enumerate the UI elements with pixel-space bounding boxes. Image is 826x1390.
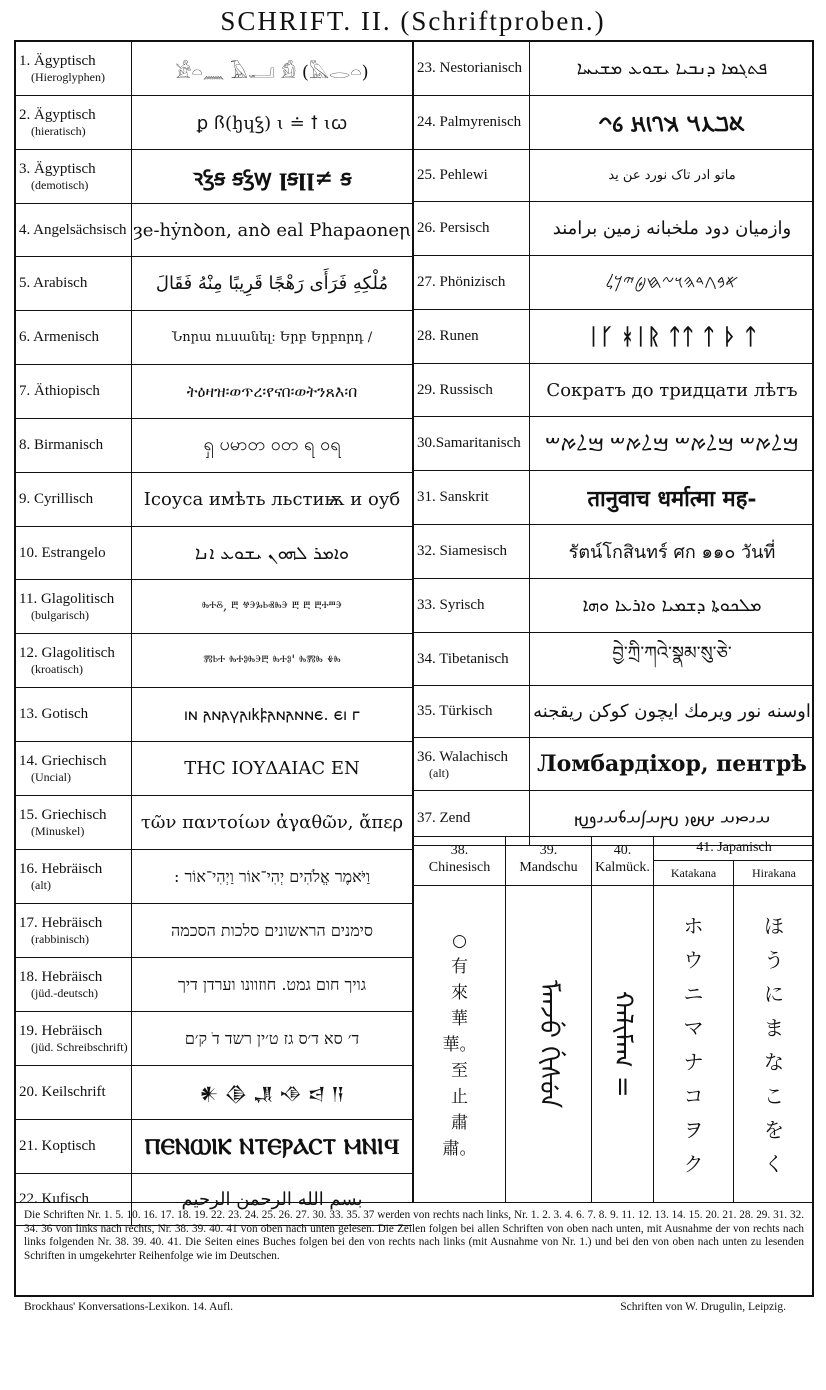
glyph: ク — [683, 1151, 704, 1176]
script-sample: 𐡠𐡡𐡢𐡣 𐡤𐡥𐡦𐡧 𐡨𐡩 — [599, 110, 745, 137]
script-sample: तानुवाच धर्मात्मा मह- — [587, 485, 757, 512]
script-sample: 𐌹𐌽 𐌰𐌽𐌰𐍅𐌰𐌹𐌺𐍆𐌰𐌽𐌰𐌽𐌽𐌴. 𐌴𐌹 𐌲 — [184, 704, 360, 724]
script-sample: 𐤀𐤁𐤂𐤃𐤄𐤅𐤆𐤇𐤈𐤉𐤊𐤋 — [605, 272, 739, 293]
script-label — [16, 1120, 132, 1173]
script-label — [16, 1012, 132, 1065]
script-sample: ד׳ סא ד׳ס גז ט׳ין רשד דׁ ק׳ם — [184, 1028, 360, 1048]
script-sample: ܦܬܓܡܐ ܕܢܒܝܐ ܝܫܘܥ ܡܫܝܚܐ — [576, 58, 768, 79]
script-label — [414, 310, 530, 363]
script-name: 13. Gotisch — [19, 706, 89, 722]
hirakana-sample — [734, 885, 814, 1203]
script-name: 35. Türkisch — [417, 703, 493, 719]
script-label — [414, 202, 530, 255]
script-row — [414, 150, 814, 202]
script-row — [16, 150, 412, 204]
script-row — [16, 742, 412, 796]
script-sample: 𒀭 𒆠 𒂗 𒈾 𒁀 𒀀 — [199, 1084, 345, 1105]
script-sample: ⰸⰰⰻ, ⰱ ⱍⰵⰳⱃⱏⰸⰵ ⰱ ⰱ ⰱⰰⱎⰵ — [201, 599, 342, 614]
script-row — [414, 633, 814, 686]
script-subname: (Uncial) — [31, 770, 71, 784]
script-row — [16, 1120, 412, 1174]
script-label — [16, 473, 132, 526]
script-label — [414, 686, 530, 737]
script-name: 3. Ägyptisch — [19, 161, 96, 177]
manchu-label: Mandschu — [519, 860, 578, 875]
hirakana-header: Hirakana — [752, 866, 796, 880]
glyph: 華 — [451, 1008, 468, 1029]
script-name: 9. Cyrillisch — [19, 491, 94, 507]
glyph: 至 — [451, 1060, 468, 1081]
script-name: 4. Angelsächsisch — [19, 221, 127, 238]
script-sample: ትዕዛዝ፡ወጥረ፡የናበ፡ወትንጸእ፡በ — [186, 381, 358, 401]
script-sample: τῶν παντοίων ἀγαθῶν, ἄπερ — [140, 812, 404, 833]
script-row — [414, 310, 814, 364]
glyph: マ — [683, 1015, 704, 1040]
script-name: 20. Keilschrift — [19, 1084, 106, 1100]
script-label — [16, 150, 132, 203]
chinese-number: 38. — [450, 843, 469, 858]
script-row — [16, 958, 412, 1012]
vertical-scripts-block — [414, 836, 814, 1202]
script-label — [16, 257, 132, 310]
script-subname: (kroatisch) — [31, 662, 83, 676]
katakana-sample — [654, 885, 734, 1203]
script-name: 27. Phönizisch — [417, 274, 506, 290]
script-name: 36. Walachisch — [417, 748, 508, 765]
script-subname: (hieratisch) — [31, 124, 86, 138]
script-row — [16, 311, 412, 365]
glyph: 華。 — [442, 1034, 477, 1055]
glyph: ナ — [683, 1049, 704, 1074]
script-sample: ܡܠܟܘܬܐ ܕܫܡܝܐ ܘܐܪܥܐ ܘܗܐ — [582, 595, 762, 616]
script-name: 14. Griechisch — [19, 753, 107, 769]
script-row — [414, 202, 814, 256]
script-name: 17. Hebräisch — [19, 915, 103, 931]
script-subname: (alt) — [31, 878, 51, 892]
script-row — [16, 1066, 412, 1120]
script-sample: مُلْكِهِ فَرَأَى رَهْجًا قَرِيبًا مِنْهُ فَقَالَ — [155, 273, 389, 294]
script-label — [16, 204, 132, 256]
script-sample: Նորա ուսանել: Երբ Երբորդ / — [171, 330, 373, 345]
script-name: 19. Hebräisch — [19, 1023, 103, 1039]
script-label — [16, 742, 132, 795]
script-row — [414, 42, 814, 96]
glyph: ○ — [452, 930, 467, 951]
script-name: 12. Glagolitisch — [19, 645, 115, 661]
script-name: 8. Birmanisch — [19, 437, 104, 453]
kalmuck-sample — [592, 885, 654, 1203]
script-name: 33. Syrisch — [417, 597, 485, 613]
script-label — [16, 580, 132, 633]
script-row — [414, 417, 814, 471]
script-subname: (Hieroglyphen) — [31, 70, 105, 84]
script-row — [414, 364, 814, 417]
script-label — [414, 633, 530, 685]
script-label — [16, 365, 132, 418]
script-sample: ရှ ပမာတ ဝတ ရ ဝရ — [203, 434, 341, 455]
chinese-sample — [414, 885, 506, 1203]
japanese-label: Japanisch — [717, 840, 772, 855]
chinese-header — [414, 837, 506, 885]
glyph: な — [764, 1049, 784, 1074]
script-name: 32. Siamesisch — [417, 543, 507, 559]
script-label — [16, 904, 132, 957]
script-row — [16, 365, 412, 419]
glyph: を — [764, 1117, 784, 1142]
script-sample: Сократъ до тридцати лѣтъ — [546, 379, 798, 401]
kalmuck-text: ᠬᠠᠯᠢᠮᠠᠭ = — [607, 991, 638, 1098]
script-name: 26. Persisch — [417, 220, 490, 236]
script-name: 23. Nestorianisch — [417, 60, 522, 76]
script-row — [414, 96, 814, 150]
script-sample: ȝe-hẏnꝺon, anꝺ eal Phapaoneꞃ — [133, 220, 411, 241]
footer-source: Brockhaus' Konversations-Lexikon. 14. Aufl. — [24, 1301, 234, 1313]
script-name: 37. Zend — [417, 809, 471, 826]
script-name: 25. Pehlewi — [417, 167, 488, 183]
manchu-sample — [506, 885, 592, 1203]
reading-direction-note: Die Schriften Nr. 1. 5. 10. 16. 17. 18. 19. 22. 23. 24. 25. 26. 27. 30. 33. 35. 37 werden von rechts nach links, Nr. 1. 2. 3. 4. 6. 7. 8. 9. 11. 12. 13. 14. 15. 20. 21. 28. 29. 31. 32. 34. 36 von links nach rechts, Nr. 38. 39. 40. 41 von oben nach unten gelesen. Die Zeilen folgen bei allen Schriften von oben nach unten, mit Ausnahme der von rechts nach links folgenden Nr. 38. 39. 40. 41. Die Seiten eines Buches folgen bei den von rechts nach links (mit Ausnahme von Nr. 1.) und bei den von oben nach unten zu lesenden Schriften in umgekehrter Reihenfolge wie im Deutschen. — [16, 1202, 812, 1297]
script-label — [414, 364, 530, 416]
glyph: 有 — [451, 956, 468, 977]
script-sample: اوسنه نور ويرمك ايچون كوكن ريقجنه — [533, 701, 811, 722]
katakana-header: Katakana — [654, 861, 734, 885]
script-sample: ꝛꝣꞩ ꞩꝣꝡ ꞁꞩꞁꞁ≠ ꞩ — [192, 164, 352, 191]
script-name: 28. Runen — [417, 328, 479, 344]
script-label — [16, 688, 132, 741]
script-subname: (alt) — [429, 765, 449, 780]
script-label — [16, 958, 132, 1011]
glyph: う — [764, 947, 784, 972]
glyph: ヲ — [683, 1117, 704, 1142]
script-subname: (bulgarisch) — [31, 608, 89, 622]
script-sample: بسم الله الرحمن الرحيم — [181, 1189, 363, 1210]
script-row — [16, 42, 412, 96]
script-label — [414, 256, 530, 309]
manchu-number: 39. — [539, 843, 558, 858]
script-row — [414, 525, 814, 579]
script-row — [16, 580, 412, 634]
script-row — [414, 738, 814, 791]
script-label — [414, 96, 530, 149]
script-label — [16, 796, 132, 849]
script-name: 30.Samaritanisch — [417, 435, 521, 451]
script-label — [414, 150, 530, 201]
script-name: 21. Koptisch — [19, 1138, 96, 1154]
script-subname: (jüd.-deutsch) — [31, 986, 98, 1000]
glyph: 肅 — [451, 1112, 468, 1133]
script-subname: (demotisch) — [31, 178, 89, 192]
script-name: 1. Ägyptisch — [19, 53, 96, 69]
script-sample: גויך חום גמט. חוזוונו וערדן דיך — [178, 974, 366, 994]
script-label — [414, 579, 530, 632]
script-sample: وازمیان دود ملخبانه زمین برامند — [552, 218, 792, 239]
glyph: ホ — [683, 913, 704, 938]
script-row — [16, 473, 412, 527]
script-sample: וַיֹּאמֶר אֱלֹהִים יְהִי־אוֹר וַיְהִי־אוֹר : — [173, 866, 371, 886]
script-sample: ⲠⲈⲚⲰⲒⲔ ⲚⲦⲈⲢⲀⲤⲦ ⲘⲚⲒϤ — [144, 1133, 400, 1160]
script-name: 24. Palmyrenisch — [417, 114, 522, 130]
script-subname: (Minuskel) — [31, 824, 85, 838]
script-label — [16, 419, 132, 472]
glyph: 止 — [451, 1086, 468, 1107]
footer-printer: Schriften von W. Drugulin, Leipzig. — [620, 1301, 786, 1313]
script-sample: ࠌࠋࠀࠔ ࠌࠋࠀࠔ ࠌࠋࠀࠔ ࠌࠋࠀࠔ — [545, 433, 799, 455]
japanese-header — [654, 837, 814, 861]
script-row — [16, 527, 412, 580]
script-row — [16, 257, 412, 311]
script-row — [16, 688, 412, 742]
kalmuck-number: 40. — [613, 843, 632, 858]
script-sample: 𐬀𐬌𐬙𐬀 𐬀𐬵𐬎 𐬫𐬀𐬰𐬀𐬨𐬀𐬌𐬛𐬈 — [573, 808, 771, 829]
script-sample: ΤΗϹ ΙΟΥΔΑΙΑϹ ΕΝ — [184, 758, 360, 779]
script-row — [16, 1012, 412, 1066]
japanese-number: 41. — [696, 840, 714, 855]
script-sample: סימנים הראשונים סלכות הסכמה — [171, 920, 373, 940]
script-sample: รัตน์โกสินทร์ ศก ๑๑๐ วันที่ — [568, 542, 776, 563]
kalmuck-header — [592, 837, 654, 885]
script-row — [16, 634, 412, 688]
script-row — [16, 96, 412, 150]
script-samples-table — [14, 40, 814, 1297]
script-name: 29. Russisch — [417, 381, 493, 398]
script-sample: ܘܐܡܪ ܠܗܘܢ ܝܫܘܥ ܐܢܐ — [194, 542, 350, 564]
script-label — [16, 311, 132, 364]
manchu-header — [506, 837, 592, 885]
glyph: ニ — [683, 981, 704, 1006]
script-subname: (rabbinisch) — [31, 932, 89, 946]
script-label — [414, 417, 530, 470]
script-sample: ᛁᚴ ᚼᛁᚱ ᛏᛏ ᛏ ᚦ ᛏ — [586, 323, 758, 350]
script-label — [16, 634, 132, 687]
script-name: 2. Ägyptisch — [19, 107, 96, 123]
script-name: 6. Armenisch — [19, 329, 99, 345]
script-label — [16, 527, 132, 579]
script-name: 5. Arabisch — [19, 275, 88, 291]
chinese-label: Chinesisch — [428, 860, 491, 875]
page-title: SCHRIFT. II. (Schriftproben.) — [220, 6, 606, 36]
script-sample: བྱེ་ཀྲི་ཀའེ་སྣམ་སུ་ཅེ་ — [612, 643, 732, 664]
script-row — [414, 471, 814, 525]
script-label — [16, 42, 132, 95]
script-sample: Ісоуса имѣть льстиѭ и оуб — [143, 489, 401, 510]
script-label — [16, 96, 132, 149]
glyph: に — [764, 981, 784, 1006]
glyph: コ — [683, 1083, 704, 1108]
manchu-text: ᠮᠠᠨᠵᡠ ᡤᡳᠰᡠᠨ — [533, 980, 564, 1109]
script-row — [414, 256, 814, 310]
script-sample: ꝑ ꟗ(ꜧɥꝣ) ɩ ≐ ꝉ ɩꞷ — [196, 112, 348, 134]
script-label — [414, 42, 530, 95]
script-label — [16, 850, 132, 903]
glyph: こ — [764, 1083, 784, 1108]
script-sample: ماتو ادر تاک نورد عن ید — [608, 168, 736, 183]
script-label — [16, 1066, 132, 1119]
glyph: 肅。 — [442, 1138, 477, 1159]
glyph: ほ — [764, 913, 784, 938]
script-name: 11. Glagolitisch — [19, 591, 115, 607]
script-name: 22. Kufisch — [19, 1191, 89, 1207]
script-name: 10. Estrangelo — [19, 544, 106, 561]
script-name: 34. Tibetanisch — [417, 650, 509, 667]
script-name: 15. Griechisch — [19, 807, 107, 823]
glyph: く — [764, 1151, 784, 1176]
script-label — [414, 525, 530, 578]
script-row — [414, 686, 814, 738]
script-row — [414, 579, 814, 633]
script-row — [16, 904, 412, 958]
script-label — [414, 471, 530, 524]
script-name: 7. Äthiopisch — [19, 383, 100, 399]
script-name: 16. Hebräisch — [19, 861, 103, 877]
script-sample: Ломбардіхор, пентрѣ — [537, 751, 807, 777]
script-label — [414, 738, 530, 790]
glyph: ま — [764, 1015, 784, 1040]
script-row — [16, 850, 412, 904]
script-name: 31. Sanskrit — [417, 489, 489, 505]
script-sample: ⰿⱃⰰ ⰸⰰⱁⰸⰵⰱ ⰸⰰⱁ' ⰸⰿⰸ ⰷⰸ — [203, 653, 341, 668]
script-row — [16, 796, 412, 850]
script-row — [16, 419, 412, 473]
script-sample: 𓀀𓏏𓈖 𓄿𓂝 𓀁 (𓅓𓂋𓏏) — [175, 61, 369, 83]
glyph: 來 — [451, 982, 468, 1003]
script-subname: (jüd. Schreibschrift) — [31, 1040, 128, 1054]
script-name: 18. Hebräisch — [19, 969, 103, 985]
script-row — [16, 204, 412, 257]
glyph: ウ — [683, 947, 704, 972]
kalmuck-label: Kalmück. — [595, 860, 650, 875]
